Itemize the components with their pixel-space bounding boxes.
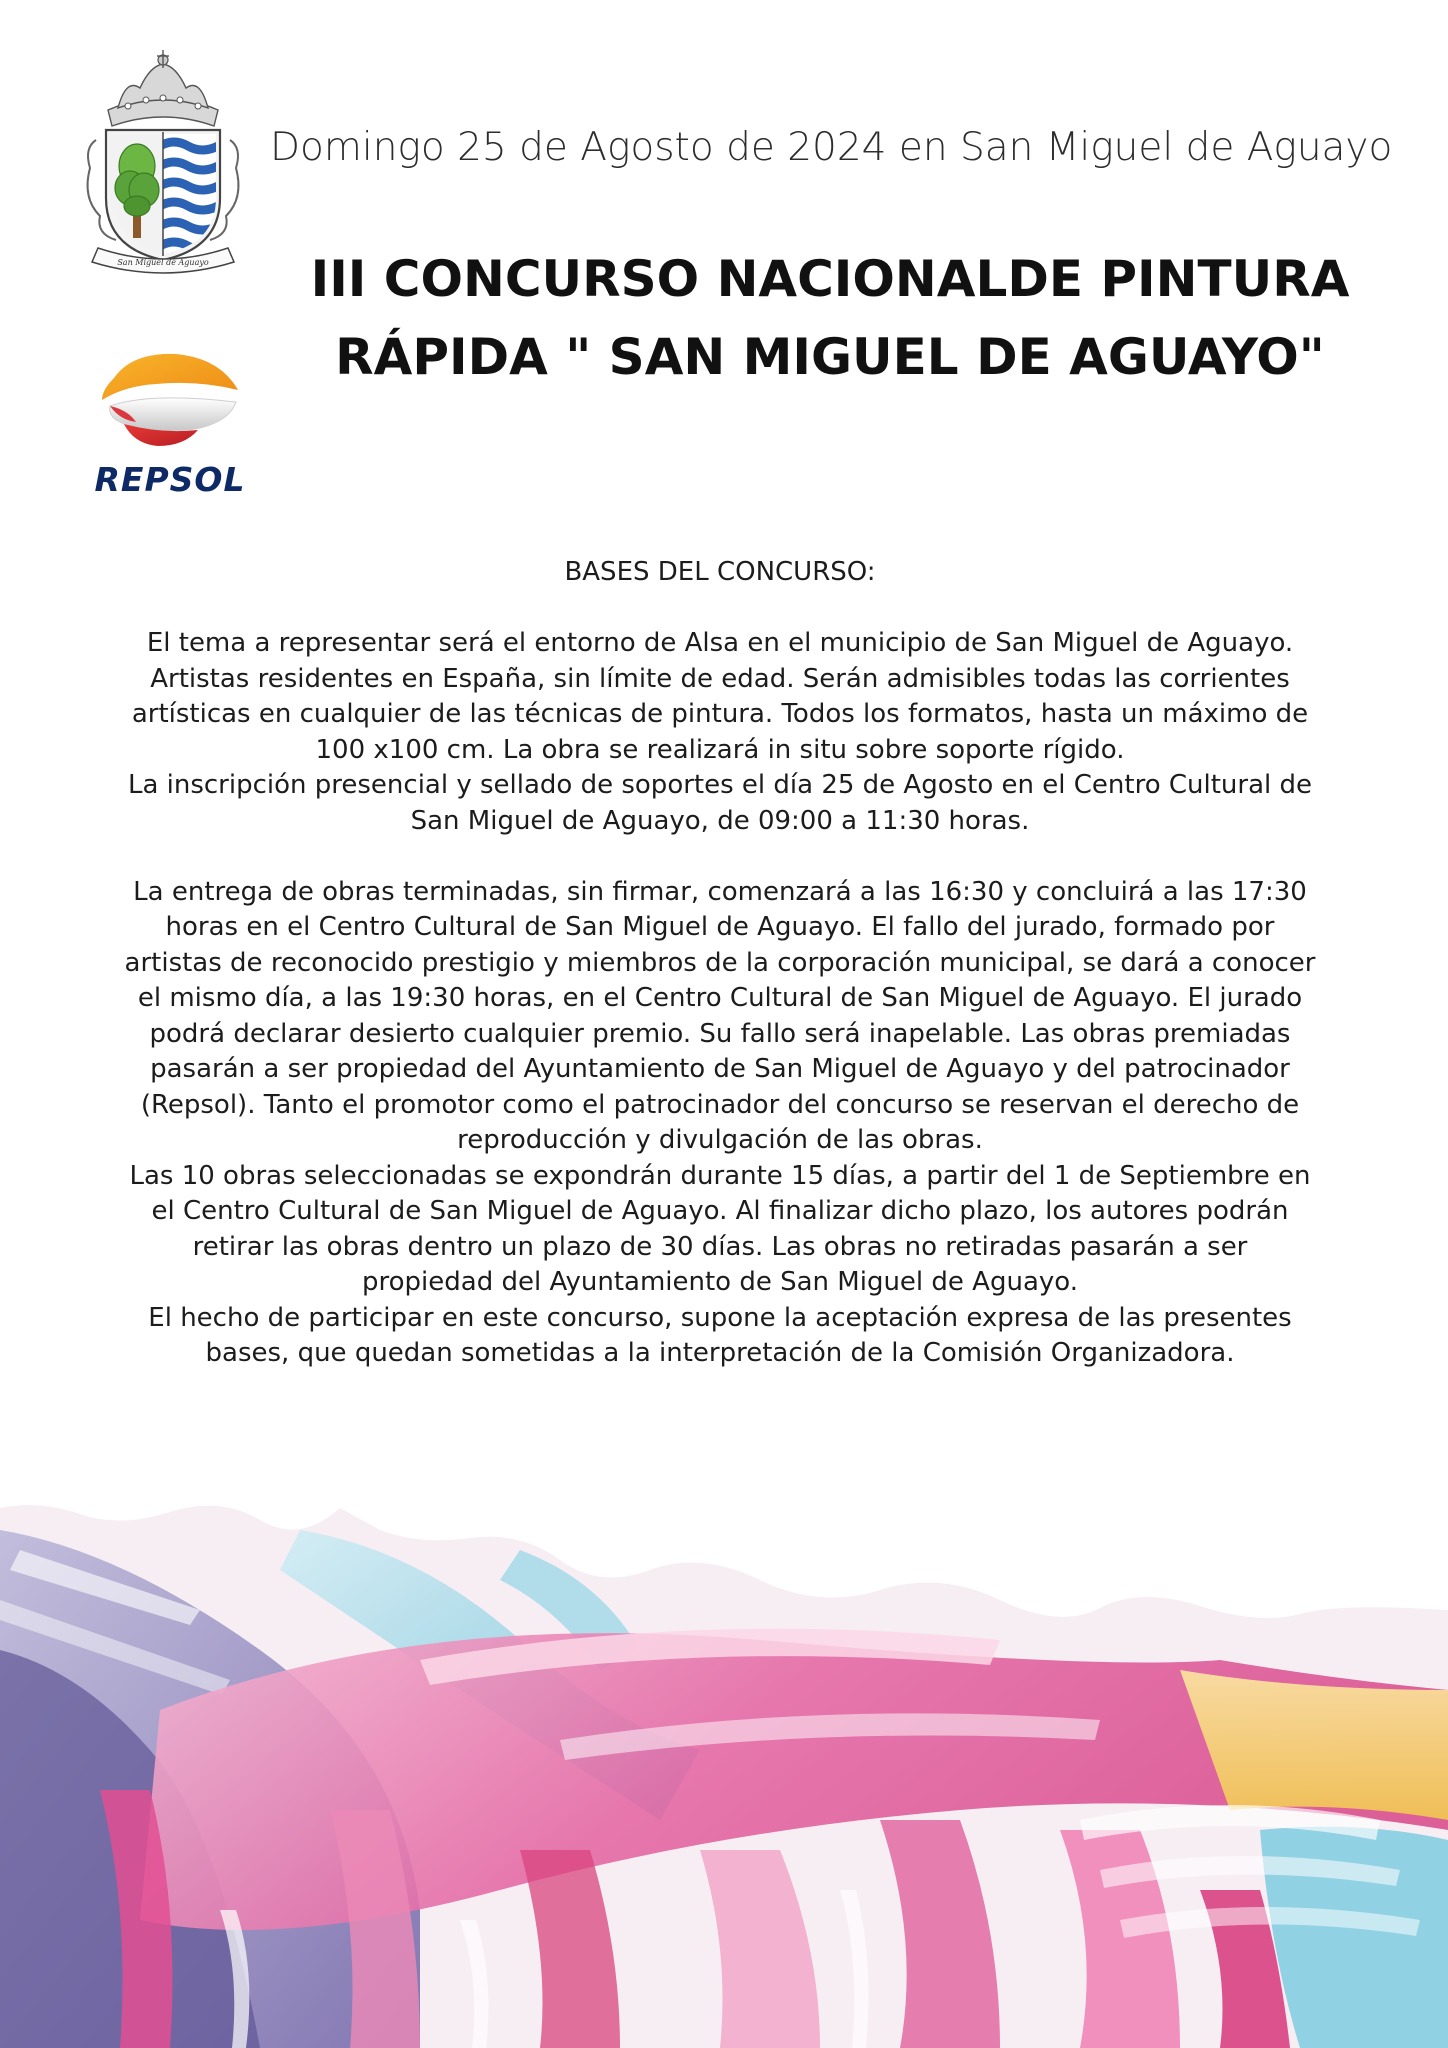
rules-line: artistas de reconocido prestigio y miembros de la corporación municipal, se dará a conocer <box>124 947 1316 978</box>
municipal-crest-logo <box>78 48 248 276</box>
title-line: RÁPIDA " SAN MIGUEL DE AGUAYO" <box>335 328 1325 386</box>
rules-line: La inscripción presencial y sellado de soportes el día 25 de Agosto en el Centro Cultural de <box>127 770 1313 800</box>
event-date-line: Domingo 25 de Agosto de 2024 en San Miguel de Aguayo <box>270 125 1393 170</box>
rules-line: El tema a representar será el entorno de Alsa en el municipio de San Miguel de Aguayo. <box>146 628 1294 658</box>
rules-line: Artistas residentes en España, sin límite de edad. Serán admisibles todas las corrientes <box>150 663 1290 694</box>
rules-line: La entrega de obras terminadas, sin firmar, comenzará a las 16:30 y concluirá a las 17:30 <box>133 876 1307 907</box>
title-line: III CONCURSO NACIONALDE PINTURA <box>310 250 1350 308</box>
rules-line: El hecho de participar en este concurso, supone la aceptación expresa de las presentes <box>148 1302 1292 1333</box>
rules-line: 100 x100 cm. La obra se realizará in situ sobre soporte rígido. <box>315 734 1125 765</box>
rules-line: el Centro Cultural de San Miguel de Aguayo. Al finalizar dicho plazo, los autores podrán <box>151 1196 1289 1226</box>
rules-line: podrá declarar desierto cualquier premio. Su fallo será inapelable. Las obras premiadas <box>149 1018 1291 1049</box>
crest-ribbon-text: San Miguel de Aguayo <box>117 258 209 267</box>
rules-heading: BASES DEL CONCURSO: <box>564 557 876 587</box>
rules-line: (Repsol). Tanto el promotor como el patrocinador del concurso se reservan el derecho de <box>140 1089 1300 1120</box>
rules-line: retirar las obras dentro un plazo de 30 días. Las obras no retiradas pasarán a ser <box>192 1231 1248 1262</box>
rules-line: artísticas en cualquier de las técnicas de pintura. Todos los formatos, hasta un máximo de <box>131 699 1309 729</box>
rules-line: el mismo día, a las 19:30 horas, en el Centro Cultural de San Miguel de Aguayo. El jurado <box>137 983 1303 1013</box>
spacer <box>60 591 1380 627</box>
rules-line: bases, que quedan sometidas a la interpretación de la Comisión Organizadora. <box>205 1338 1235 1368</box>
contest-title <box>250 240 1410 396</box>
rules-line: Las 10 obras seleccionadas se expondrán durante 15 días, a partir del 1 de Septiembre en <box>129 1160 1311 1191</box>
rules-line: reproducción y divulgación de las obras. <box>457 1125 983 1155</box>
repsol-logo <box>80 350 260 500</box>
repsol-wordmark: REPSOL <box>94 460 246 499</box>
rules-line: horas en el Centro Cultural de San Miguel de Aguayo. El fallo del jurado, formado por <box>165 912 1275 942</box>
rules-line: propiedad del Ayuntamiento de San Miguel de Aguayo. <box>362 1267 1078 1297</box>
paint-strokes-decoration <box>0 1490 1448 2048</box>
contest-rules <box>60 555 1380 1372</box>
spacer <box>60 839 1380 875</box>
rules-line: pasarán a ser propiedad del Ayuntamiento de San Miguel de Aguayo y del patrocinador <box>150 1054 1290 1084</box>
repsol-emblem-icon <box>80 350 260 460</box>
rules-line: San Miguel de Aguayo, de 09:00 a 11:30 horas. <box>410 805 1030 836</box>
